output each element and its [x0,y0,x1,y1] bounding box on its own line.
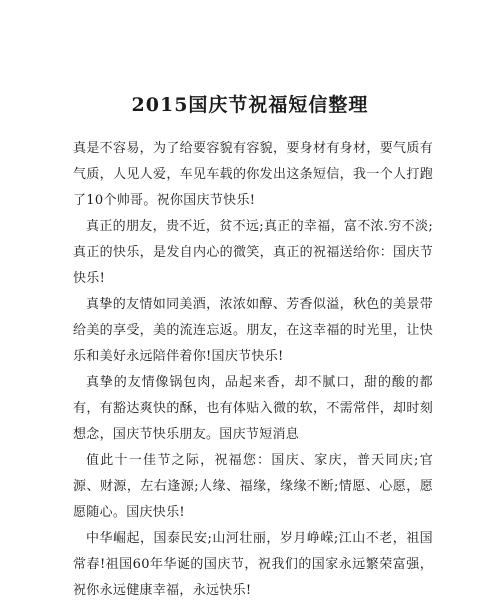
paragraph-3: 真挚的友情如同美酒，浓浓如醇、芳香似溢，秋色的美景带给美的享受，美的流连忘返。朋友，在这幸福的时光里，让快乐和美好永远陪伴着你!国庆节快乐! [73,297,433,364]
paragraph-4: 真挚的友情像锅包肉，品起来香，却不腻口，甜的酸的都有，有豁达爽快的酥，也有体贴入微的软，不需常伴，却时刻想念，国庆节快乐朋友。国庆节短消息 [73,375,433,442]
document-title: 2015国庆节祝福短信整理 [131,94,369,116]
paragraph-2: 真正的朋友，贵不近，贫不远;真正的幸福，富不浓.穷不淡;真正的快乐，是发自内心的微笑，真正的祝福送给你：国庆节快乐! [73,219,433,286]
document-body [73,136,433,604]
paragraph-1: 真是不容易，为了给要容貌有容貌，要身材有身材，要气质有气质，人见人爱，车见车载的你发出这条短信，我一个人打跑了10个帅哥。祝你国庆节快乐! [73,141,433,208]
paragraph-6: 中华崛起，国泰民安;山河壮丽，岁月峥嵘;江山不老，祖国常春!祖国60年华诞的国庆节，祝我们的国家永远繁荣富强，祝你永远健康幸福，永远快乐! [73,531,433,598]
paragraph-5: 值此十一佳节之际，祝福您：国庆、家庆，普天同庆;官源、财源，左右逢源;人缘、福缘，缘缘不断;情愿、心愿，愿愿随心。国庆快乐! [73,453,433,520]
